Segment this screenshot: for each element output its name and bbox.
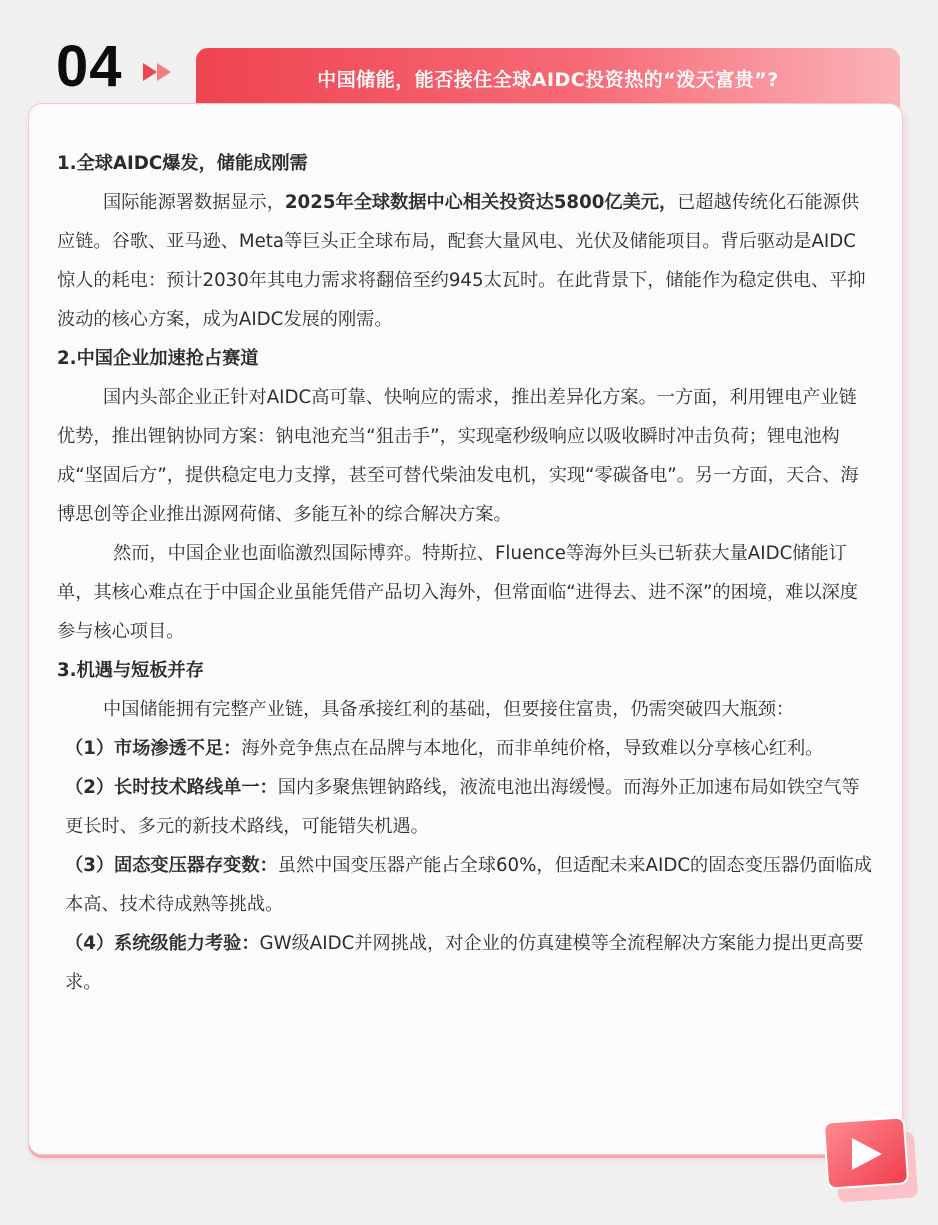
section-number: 04 <box>56 34 123 99</box>
bottleneck-text: 海外竞争焦点在品牌与本地化，而非单纯价格，导致难以分享核心红利。 <box>241 738 824 759</box>
bottleneck-item <box>57 768 874 846</box>
highlight-text: 2025年全球数据中心相关投资达5800亿美元， <box>284 192 678 213</box>
section-1-heading: 1.全球AIDC爆发，储能成刚需 <box>57 153 308 174</box>
section-2-heading: 2.中国企业加速抢占赛道 <box>57 348 259 369</box>
header-title-bar <box>196 48 900 108</box>
section-2-paragraph-2: 然而，中国企业也面临激烈国际博弈。特斯拉、Fluence等海外巨头已斩获大量AIDC储能订单，其核心难点在于中国企业虽能凭借产品切入海外，但常面临“进得去、进不深”的困境，难以深度参与核心项目。 <box>57 543 858 642</box>
bottleneck-label: （3）固态变压器存变数： <box>65 855 278 876</box>
play-button-icon[interactable] <box>822 1114 922 1206</box>
bottleneck-label: （4）系统级能力考验： <box>65 933 260 954</box>
bottleneck-label: （2）长时技术路线单一： <box>65 777 278 798</box>
bottleneck-item <box>57 924 874 1002</box>
bottleneck-label: （1）市场渗透不足： <box>65 738 242 759</box>
page-title: 中国储能，能否接住全球AIDC投资热的“泼天富贵”? <box>317 68 779 91</box>
bottleneck-text: 虽然中国变压器产能占全球60%，但适配未来AIDC的固态变压器仍面临成本高、技术待成熟等挑战。 <box>65 855 872 915</box>
section-2-paragraph-1: 国内头部企业正针对AIDC高可靠、快响应的需求，推出差异化方案。一方面，利用锂电产业链优势，推出锂钠协同方案：钠电池充当“狙击手”，实现毫秒级响应以吸收瞬时冲击负荷；锂电池构成“坚固后方”，提供稳定电力支撑，甚至可替代柴油发电机，实现“零碳备电”。另一方面，天合、海博思创等企业推出源网荷储、多能互补的综合解决方案。 <box>57 387 859 525</box>
section-3-heading: 3.机遇与短板并存 <box>57 660 204 681</box>
content-card <box>28 103 903 1155</box>
bottleneck-text: 国内多聚焦锂钠路线，液流电池出海缓慢。而海外正加速布局如铁空气等更长时、多元的新技术路线，可能错失机遇。 <box>65 777 860 837</box>
double-arrow-icon <box>143 60 179 84</box>
text-run: 已超越传统化石能源供应链。谷歌、亚马逊、Meta等巨头正全球布局，配套大量风电、光伏及储能项目。背后驱动是AIDC惊人的耗电：预计2030年其电力需求将翻倍至约945太瓦时。在此背景下，储能作为稳定供电、平抑波动的核心方案，成为AIDC发展的刚需。 <box>57 192 866 330</box>
bottleneck-item <box>57 729 874 768</box>
section-1-paragraph <box>57 183 874 339</box>
bottleneck-item <box>57 846 874 924</box>
text-run: 国际能源署数据显示， <box>103 192 285 213</box>
bottleneck-text: GW级AIDC并网挑战，对企业的仿真建模等全流程解决方案能力提出更高要求。 <box>65 933 864 993</box>
section-3-intro: 中国储能拥有完整产业链，具备承接红利的基础，但要接住富贵，仍需突破四大瓶颈： <box>103 699 795 720</box>
article-body <box>57 144 874 1002</box>
